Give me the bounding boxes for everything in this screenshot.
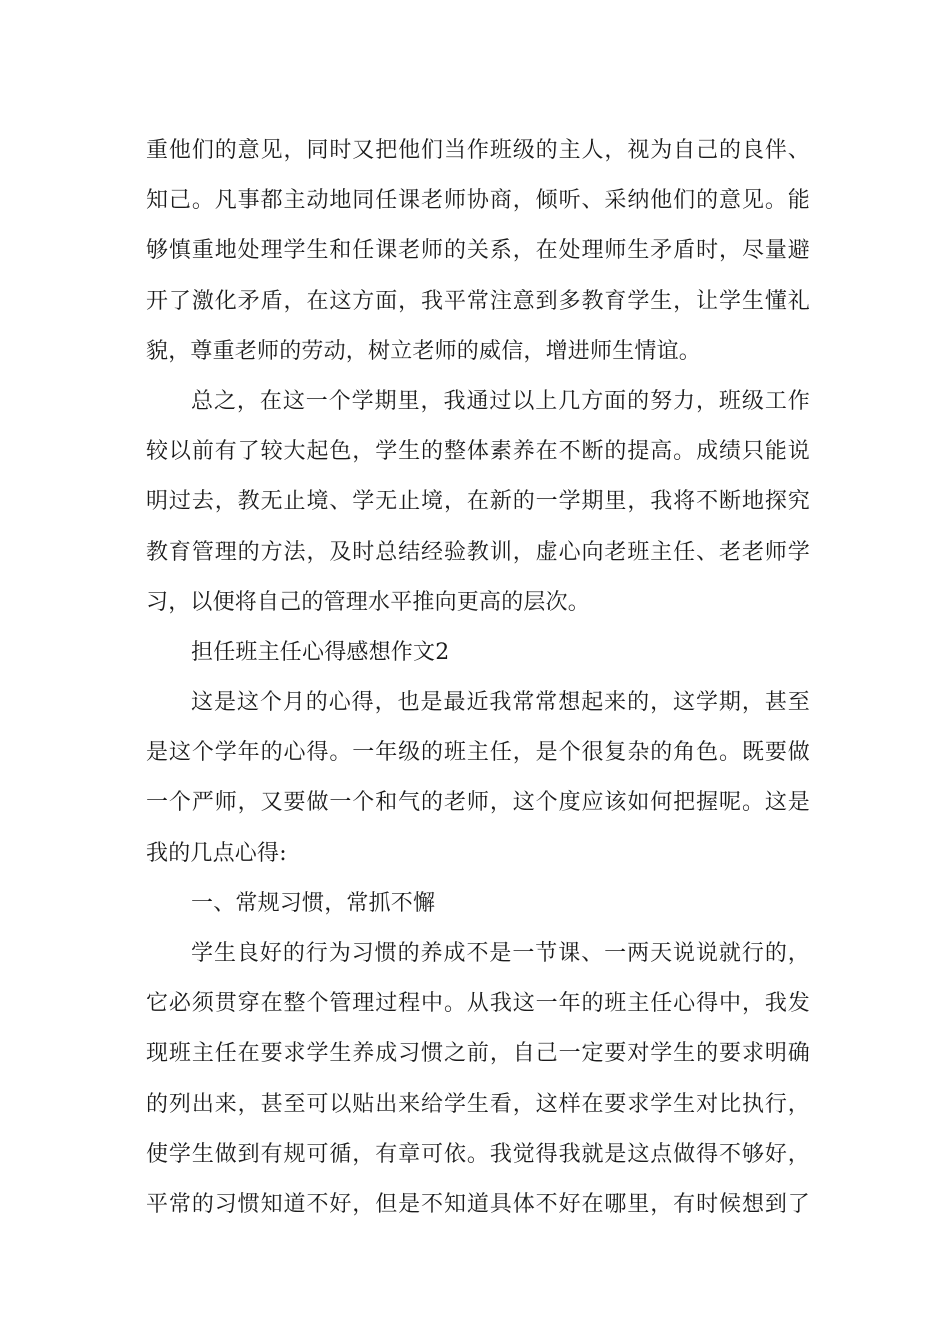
- text-line: 现班主任在要求学生养成习惯之前，自己一定要对学生的要求明确: [146, 1041, 810, 1067]
- text-line: 开了激化矛盾，在这方面，我平常注意到多教育学生，让学生懂礼: [146, 288, 810, 314]
- text-line: 我的几点心得:: [146, 840, 287, 866]
- text-line: 明过去，教无止境、学无止境，在新的一学期里，我将不断地探究: [146, 489, 810, 515]
- text-line: 是这个学年的心得。一年级的班主任，是个很复杂的角色。既要做: [146, 740, 810, 766]
- text-line: 这是这个月的心得，也是最近我常常想起来的，这学期，甚至: [191, 690, 810, 716]
- text-line: 教育管理的方法，及时总结经验教训，虚心向老班主任、老老师学: [146, 539, 810, 565]
- section-heading: 担任班主任心得感想作文2: [191, 639, 450, 665]
- text-line: 学生良好的行为习惯的养成不是一节课、一两天说说就行的，: [191, 941, 810, 966]
- document-body: [146, 126, 810, 1230]
- subsection-heading: 一、常规习惯，常抓不懈: [191, 890, 436, 916]
- text-line: 平常的习惯知道不好，但是不知道具体不好在哪里，有时候想到了: [146, 1191, 810, 1217]
- text-line: 的列出来，甚至可以贴出来给学生看，这样在要求学生对比执行，: [146, 1091, 810, 1117]
- text-line: 它必须贯穿在整个管理过程中。从我这一年的班主任心得中，我发: [146, 991, 810, 1017]
- text-line: 总之，在这一个学期里，我通过以上几方面的努力，班级工作: [191, 388, 810, 414]
- text-line: 够慎重地处理学生和任课老师的关系，在处理师生矛盾时，尽量避: [146, 238, 810, 264]
- text-line: 重他们的意见，同时又把他们当作班级的主人，视为自己的良伴、: [146, 138, 810, 163]
- text-line: 一个严师，又要做一个和气的老师，这个度应该如何把握呢。这是: [146, 790, 810, 816]
- text-line: 貌，尊重老师的劳动，树立老师的威信，增进师生情谊。: [146, 338, 702, 364]
- text-line: 习，以便将自己的管理水平推向更高的层次。: [146, 589, 591, 615]
- text-line: 使学生做到有规可循，有章可依。我觉得我就是这点做得不够好，: [146, 1141, 810, 1167]
- text-line: 知己。凡事都主动地同任课老师协商，倾听、采纳他们的意见。能: [146, 188, 810, 214]
- text-line: 较以前有了较大起色，学生的整体素养在不断的提高。成绩只能说: [146, 439, 810, 465]
